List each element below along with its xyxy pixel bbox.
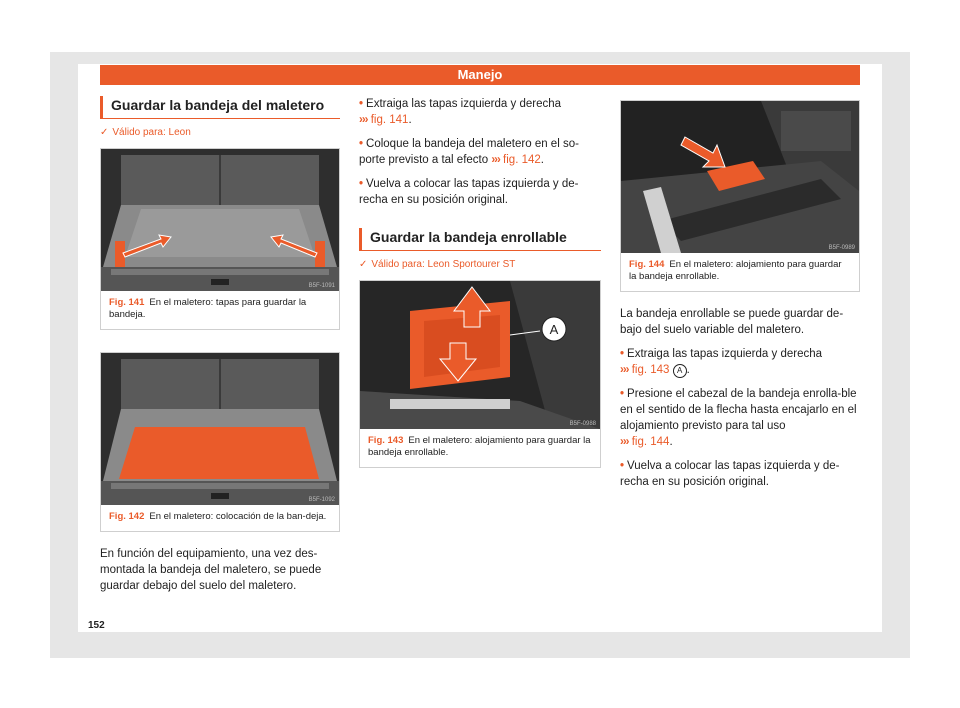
trunk-photo-143 <box>360 281 600 429</box>
image-code: B5F-0988 <box>569 421 596 427</box>
figure-label: Fig. 142 <box>109 511 145 522</box>
check-icon: ✓ <box>100 127 109 138</box>
caption-text: En el maletero: colocación de la ban-deja. <box>149 511 327 522</box>
arrow-icon: ››› <box>491 154 500 166</box>
caption-text: En el maletero: alojamiento para guardar la bandeja enrollable. <box>368 435 591 458</box>
page-number: 152 <box>88 620 105 631</box>
figure-caption <box>101 505 339 531</box>
validity-text: Válido para: Leon <box>112 127 191 138</box>
body-paragraph: La bandeja enrollable se puede guardar de-bajo del suelo variable del maletero. <box>620 308 844 336</box>
bullet-icon: • <box>359 178 364 190</box>
bullet-text: Coloque la bandeja del maletero en el so-porte previsto a tal efecto <box>359 138 579 166</box>
bullet-icon: • <box>359 138 364 150</box>
bullet-icon: • <box>620 388 625 400</box>
bullet-icon: • <box>359 98 364 110</box>
column-left <box>100 96 340 602</box>
callout-label: A <box>549 322 559 337</box>
list-item <box>359 176 601 208</box>
caption-text: En el maletero: tapas para guardar la bandeja. <box>109 297 307 320</box>
bullet-icon: • <box>620 460 625 472</box>
figure-link[interactable]: fig. 143 <box>631 364 670 376</box>
image-code: B5F-1091 <box>308 283 335 289</box>
figure-link[interactable]: fig. 141 <box>370 114 409 126</box>
trunk-photo-142 <box>101 353 339 505</box>
bullet-tail: . <box>408 114 412 126</box>
callout-badge: A <box>673 364 687 378</box>
figure-141 <box>100 148 340 330</box>
list-item <box>620 458 860 490</box>
bullet-tail: . <box>669 436 673 448</box>
validity-note <box>359 259 601 270</box>
list-item <box>359 96 601 128</box>
section-title: Guardar la bandeja del maletero <box>100 96 340 119</box>
validity-note <box>100 127 340 138</box>
list-item <box>620 346 860 378</box>
trunk-illustration-141 <box>101 149 339 291</box>
chapter-header: Manejo <box>100 65 860 85</box>
arrow-icon: ››› <box>359 114 368 126</box>
figure-label: Fig. 144 <box>629 259 665 270</box>
trunk-illustration-143 <box>360 281 600 429</box>
section-title: Guardar la bandeja enrollable <box>359 228 601 251</box>
trunk-illustration-142 <box>101 353 339 505</box>
trunk-photo-144 <box>621 101 859 253</box>
trunk-illustration-144 <box>621 101 859 253</box>
list-item <box>359 136 601 168</box>
arrow-icon: ››› <box>620 436 629 448</box>
bullet-text: Vuelva a colocar las tapas izquierda y de-recha en su posición original. <box>359 178 579 206</box>
column-right <box>620 100 860 498</box>
bullet-tail: . <box>540 154 544 166</box>
caption-text: En el maletero: alojamiento para guardar la bandeja enrollable. <box>629 259 842 282</box>
validity-text: Válido para: Leon Sportourer ST <box>371 259 516 270</box>
trunk-photo-141 <box>101 149 339 291</box>
figure-144 <box>620 100 860 292</box>
figure-caption <box>360 429 600 467</box>
bullet-icon: • <box>620 348 625 360</box>
column-middle <box>359 96 601 468</box>
image-code: B5F-0989 <box>828 245 855 251</box>
body-paragraph: En función del equipamiento, una vez des-montada la bandeja del maletero, se puede guardar debajo del suelo del maletero. <box>100 548 322 592</box>
figure-caption <box>621 253 859 291</box>
figure-label: Fig. 143 <box>368 435 404 446</box>
figure-link[interactable]: fig. 144 <box>631 436 670 448</box>
bullet-text: Vuelva a colocar las tapas izquierda y de-recha en su posición original. <box>620 460 840 488</box>
image-code: B5F-1092 <box>308 497 335 503</box>
bullet-text: Extraiga las tapas izquierda y derecha <box>366 98 562 110</box>
figure-link[interactable]: fig. 142 <box>503 154 541 166</box>
bullet-tail: . <box>686 364 690 376</box>
bullet-text: Presione el cabezal de la bandeja enrolla-ble en el sentido de la flecha hasta encajarlo en el alojamiento previsto para tal uso <box>620 388 857 432</box>
list-item <box>620 386 860 450</box>
check-icon: ✓ <box>359 259 368 270</box>
figure-143 <box>359 280 601 468</box>
figure-label: Fig. 141 <box>109 297 145 308</box>
figure-caption <box>101 291 339 329</box>
arrow-icon: ››› <box>620 364 629 376</box>
bullet-text: Extraiga las tapas izquierda y derecha <box>627 348 823 360</box>
figure-142 <box>100 352 340 532</box>
